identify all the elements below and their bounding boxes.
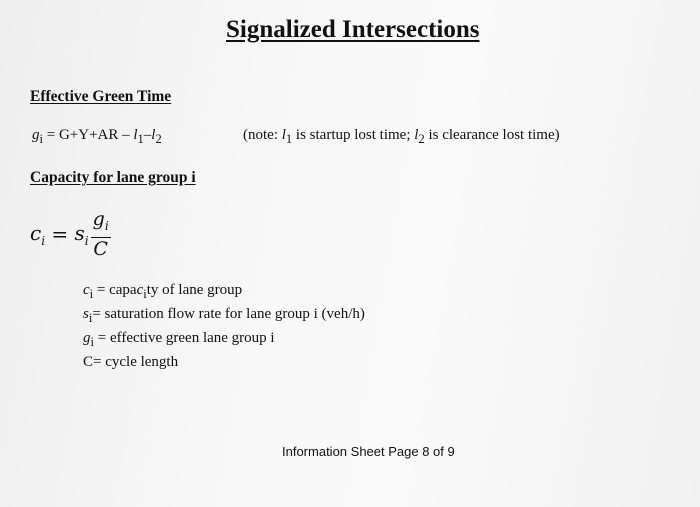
equation-equals: = xyxy=(45,222,75,246)
definition-item: $c_i$ = capac$_i$ty of lane group xyxy=(83,282,243,301)
definition-item: C= cycle length xyxy=(83,354,179,370)
capacity-equation xyxy=(30,206,111,262)
slide-title: Signalized Intersections xyxy=(226,16,480,43)
definition-list xyxy=(83,279,365,375)
equation-fraction xyxy=(91,209,111,259)
equation-numerator: $g_i$ xyxy=(92,207,109,233)
definition-item: $s_i=$ saturation flow rate for lane group i (veh/h) xyxy=(83,306,365,325)
effective-green-formula: $g_i = G+Y+AR - l_1-l_2$ xyxy=(32,127,162,146)
capacity-heading: Capacity for lane group i xyxy=(30,169,196,186)
equation-denominator: C xyxy=(93,238,108,261)
page-footer: Information Sheet Page 8 of 9 xyxy=(282,444,455,459)
effective-green-heading: Effective Green Time xyxy=(30,88,172,105)
definition-item: $g_i$ = effective green lane group i xyxy=(83,330,275,349)
lost-time-note: (note: $l_1$ is startup lost time; $l_2$ is clearance lost time) xyxy=(243,127,560,146)
equation-lhs: $c_i$ xyxy=(30,220,46,248)
equation-factor: $s_i$ xyxy=(74,220,89,248)
